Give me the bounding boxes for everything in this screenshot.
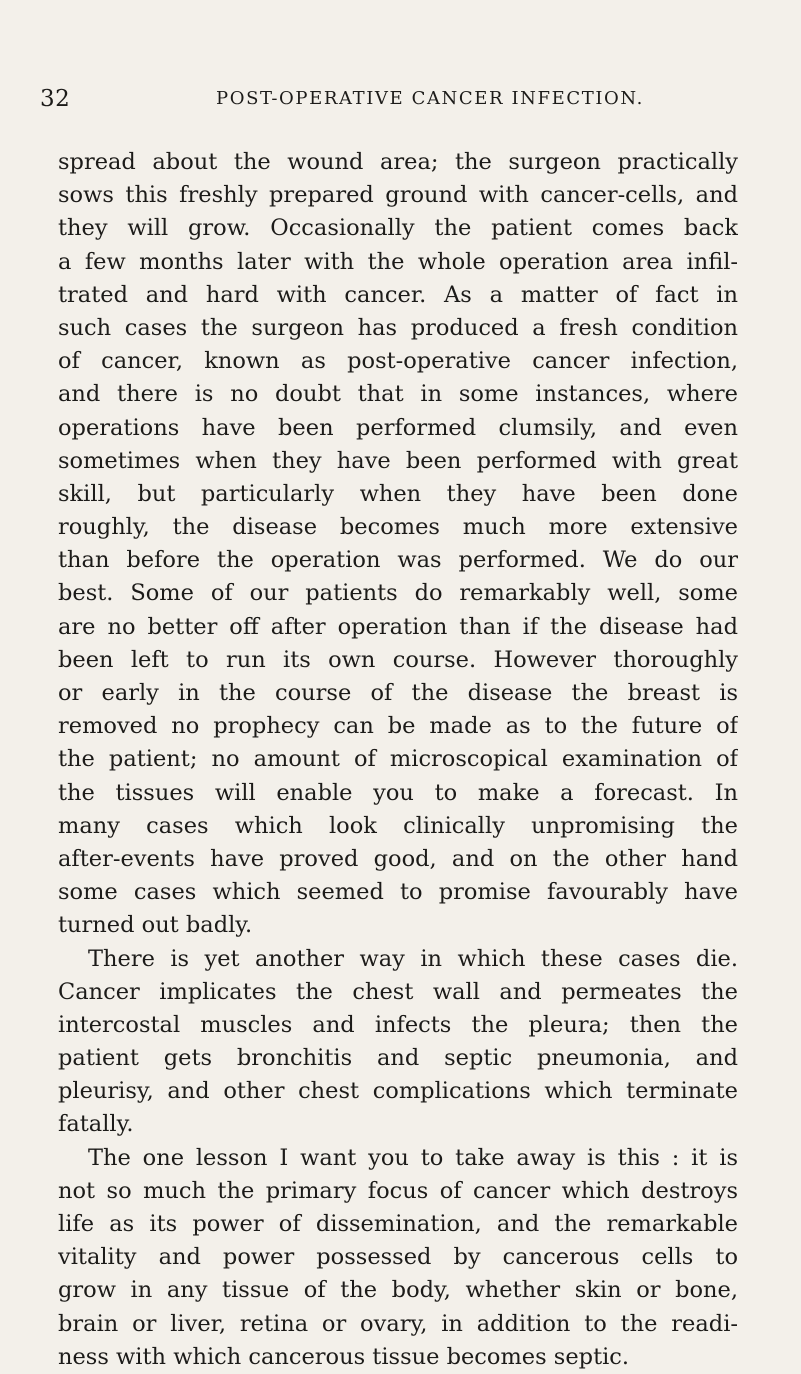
body-text — [58, 146, 738, 1374]
paragraph-1 — [58, 146, 738, 943]
text-line: skill, but particularly when they have been done — [58, 480, 738, 507]
page-number: 32 — [40, 86, 71, 112]
text-line: grow in any tissue of the body, whether skin or bone, — [58, 1277, 738, 1304]
running-head: POST-OPERATIVE CANCER INFECTION. — [216, 88, 644, 109]
text-line: operations have been performed clumsily, and even — [58, 414, 738, 441]
text-line: after-events have proved good, and on the other hand — [58, 845, 738, 872]
text-line: many cases which look clinically unpromising the — [58, 812, 738, 839]
text-line: the patient; no amount of microscopical examination of — [58, 746, 738, 773]
text-line: The one lesson I want you to take away is this : it is — [88, 1144, 738, 1171]
text-line: the tissues will enable you to make a forecast. In — [58, 779, 738, 806]
text-line: patient gets bronchitis and septic pneumonia, and — [58, 1045, 738, 1072]
text-line: than before the operation was performed. We do our — [58, 547, 738, 574]
text-line: a few months later with the whole operation area infil- — [58, 248, 738, 275]
text-line: sometimes when they have been performed with great — [58, 447, 738, 474]
text-line: spread about the wound area; the surgeon practically — [58, 149, 738, 175]
text-line: sows this freshly prepared ground with cancer-cells, and — [58, 182, 738, 209]
text-line: turned out badly. — [58, 912, 253, 939]
text-line: Cancer implicates the chest wall and permeates the — [58, 978, 738, 1005]
text-line: been left to run its own course. However thoroughly — [58, 646, 738, 673]
text-line: of cancer, known as post-operative cancer infection, — [58, 348, 738, 375]
text-line: brain or liver, retina or ovary, in addition to the readi- — [58, 1310, 738, 1337]
text-line: intercostal muscles and infects the pleura; then the — [58, 1011, 738, 1038]
text-line: not so much the primary focus of cancer which destroys — [58, 1177, 738, 1204]
text-line: or early in the course of the disease the breast is — [58, 680, 738, 706]
text-line: trated and hard with cancer. As a matter of fact in — [58, 281, 738, 308]
text-line: best. Some of our patients do remarkably well, some — [58, 580, 738, 607]
text-line: life as its power of dissemination, and the remarkable — [58, 1211, 738, 1237]
text-line: they will grow. Occasionally the patient comes back — [58, 215, 738, 242]
text-line: such cases the surgeon has produced a fresh condition — [58, 314, 738, 341]
paragraph-3 — [58, 1142, 738, 1374]
text-line: fatally. — [58, 1111, 134, 1138]
text-line: and there is no doubt that in some instances, where — [58, 381, 738, 408]
text-line: vitality and power possessed by cancerous cells to — [58, 1244, 738, 1271]
page-header — [40, 86, 760, 116]
text-line: are no better off after operation than if the disease had — [58, 613, 738, 640]
text-line: ness with which cancerous tissue becomes septic. — [58, 1343, 630, 1370]
text-line: roughly, the disease becomes much more extensive — [58, 514, 738, 541]
paragraph-2 — [58, 943, 738, 1142]
text-line: There is yet another way in which these cases die. — [88, 945, 738, 972]
text-line: some cases which seemed to promise favourably have — [58, 879, 738, 906]
text-line: removed no prophecy can be made as to the future of — [58, 713, 738, 740]
text-line: pleurisy, and other chest complications which terminate — [58, 1078, 738, 1105]
